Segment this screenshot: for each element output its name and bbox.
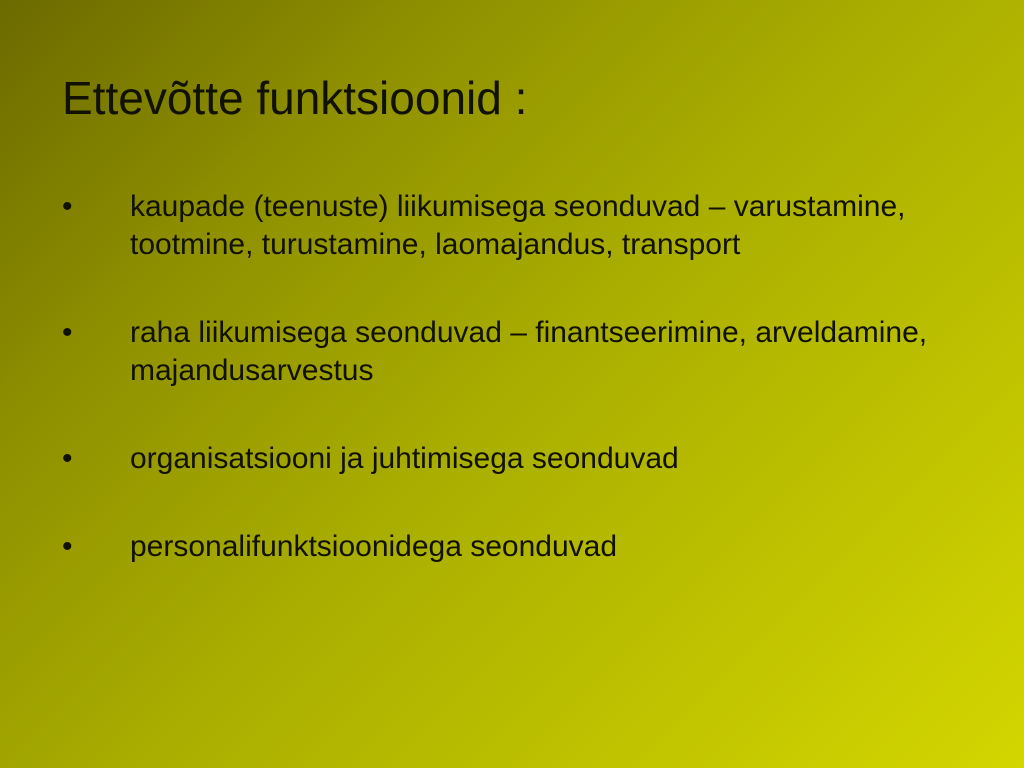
list-item bbox=[58, 314, 988, 390]
slide-title: Ettevõtte funktsioonid : bbox=[62, 72, 528, 124]
bullet-list bbox=[58, 188, 988, 616]
bullet-text: organisatsiooni ja juhtimisega seonduvad bbox=[130, 442, 679, 475]
bullet-text: personalifunktsioonidega seonduvad bbox=[130, 530, 618, 563]
bullet-icon: • bbox=[62, 530, 73, 563]
bullet-text: kaupade (teenuste) liikumisega seonduvad – varustamine, tootmine, turustamine, laomajandus, transport bbox=[130, 190, 906, 261]
list-item bbox=[58, 440, 988, 478]
bullet-icon: • bbox=[62, 316, 73, 349]
list-item bbox=[58, 188, 988, 264]
bullet-icon: • bbox=[62, 442, 73, 475]
list-item bbox=[58, 528, 988, 566]
bullet-icon: • bbox=[62, 190, 73, 223]
bullet-text: raha liikumisega seonduvad – finantseerimine, arveldamine, majandusarvestus bbox=[130, 316, 928, 387]
